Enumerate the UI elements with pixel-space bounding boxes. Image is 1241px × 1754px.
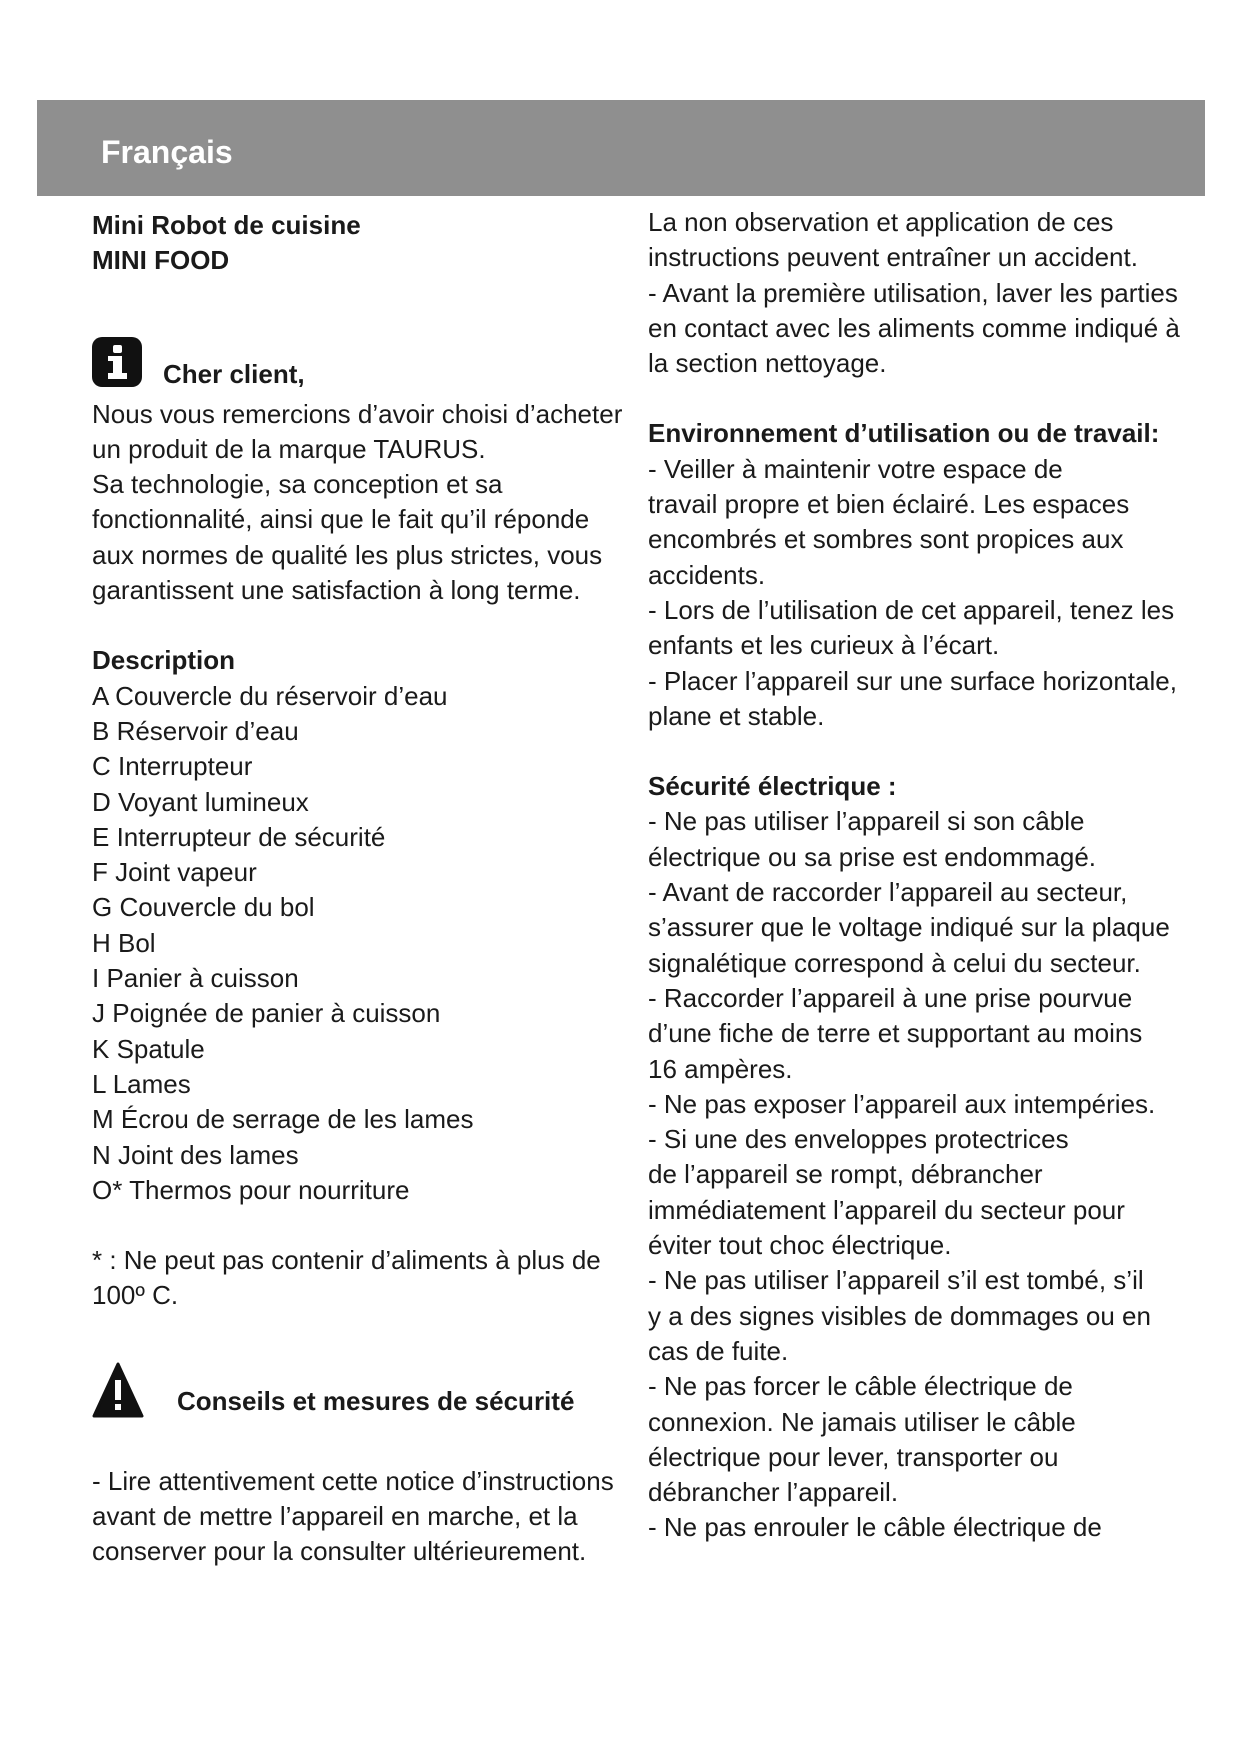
- electrical-line: - Ne pas exposer l’appareil aux intempéries.: [648, 1088, 1156, 1119]
- intro-line: fonctionnalité, ainsi que le fait qu’il réponde: [92, 504, 590, 535]
- electrical-line: cas de fuite.: [648, 1335, 789, 1366]
- environment-line: accidents.: [648, 559, 766, 590]
- electrical-title: Sécurité électrique :: [648, 771, 897, 802]
- environment-title: Environnement d’utilisation ou de travail:: [648, 418, 1160, 449]
- description-item: C Interrupteur: [92, 751, 253, 782]
- safety-line: avant de mettre l’appareil en marche, et la: [92, 1501, 578, 1532]
- electrical-line: y a des signes visibles de dommages ou en: [648, 1300, 1151, 1331]
- description-item: O* Thermos pour nourriture: [92, 1174, 410, 1205]
- electrical-line: - Ne pas utiliser l’appareil s’il est tombé, s’il: [648, 1265, 1144, 1296]
- right-intro-line: - Avant la première utilisation, laver les parties: [648, 277, 1178, 308]
- electrical-line: - Ne pas forcer le câble électrique de: [648, 1371, 1073, 1402]
- electrical-line: - Raccorder l’appareil à une prise pourvue: [648, 982, 1133, 1013]
- electrical-line: immédiatement l’appareil du secteur pour: [648, 1194, 1125, 1225]
- warning-icon: [92, 1362, 144, 1418]
- greeting-heading: Cher client,: [163, 358, 305, 389]
- language-title: Français: [101, 134, 233, 170]
- description-item: J Poignée de panier à cuisson: [92, 998, 441, 1029]
- footnote-line: 100º C.: [92, 1280, 179, 1311]
- electrical-line: 16 ampères.: [648, 1053, 793, 1084]
- description-list: [92, 679, 632, 1208]
- description-item: D Voyant lumineux: [92, 786, 309, 817]
- environment-paragraph: [648, 452, 1177, 734]
- environment-line: travail propre et bien éclairé. Les espaces: [648, 489, 1130, 520]
- left-column: [92, 208, 632, 1570]
- footnote: [92, 1243, 632, 1314]
- electrical-line: éviter tout choc électrique.: [648, 1230, 952, 1261]
- environment-line: plane et stable.: [648, 700, 825, 731]
- safety-heading-row: [92, 1362, 632, 1432]
- description-item: N Joint des lames: [92, 1139, 299, 1170]
- right-intro-line: en contact avec les aliments comme indiqué à: [648, 312, 1180, 343]
- product-name: Mini Robot de cuisine: [92, 210, 361, 240]
- description-item: K Spatule: [92, 1033, 205, 1064]
- description-title: Description: [92, 645, 236, 676]
- electrical-line: électrique pour lever, transporter ou: [648, 1441, 1059, 1472]
- electrical-line: signalétique correspond à celui du secteur.: [648, 947, 1141, 978]
- electrical-line: connexion. Ne jamais utiliser le câble: [648, 1406, 1076, 1437]
- footnote-line: * : Ne peut pas contenir d’aliments à plus de: [92, 1245, 601, 1276]
- greeting-row: [92, 337, 632, 397]
- electrical-line: d’une fiche de terre et supportant au moins: [648, 1018, 1143, 1049]
- description-item: E Interrupteur de sécurité: [92, 821, 386, 852]
- description-item: I Panier à cuisson: [92, 963, 299, 994]
- right-column: [648, 205, 1180, 1546]
- right-intro-paragraph: [648, 205, 1180, 381]
- electrical-line: de l’appareil se rompt, débrancher: [648, 1159, 1043, 1190]
- electrical-line: débrancher l’appareil.: [648, 1477, 899, 1508]
- description-item: F Joint vapeur: [92, 857, 257, 888]
- safety-line: conserver pour la consulter ultérieurement.: [92, 1536, 587, 1567]
- description-item: A Couvercle du réservoir d’eau: [92, 680, 448, 711]
- environment-line: - Placer l’appareil sur une surface horizontale,: [648, 665, 1177, 696]
- intro-paragraph: [92, 397, 632, 609]
- intro-line: Sa technologie, sa conception et sa: [92, 469, 503, 500]
- electrical-line: - Ne pas enrouler le câble électrique de: [648, 1512, 1102, 1543]
- safety-paragraph: [92, 1464, 632, 1570]
- right-intro-line: la section nettoyage.: [648, 348, 887, 379]
- electrical-line: - Avant de raccorder l’appareil au secteur,: [648, 877, 1128, 908]
- description-item: M Écrou de serrage de les lames: [92, 1104, 474, 1135]
- product-model: MINI FOOD: [92, 245, 230, 276]
- environment-line: - Veiller à maintenir votre espace de: [648, 453, 1063, 484]
- description-item: H Bol: [92, 927, 156, 958]
- electrical-line: - Ne pas utiliser l’appareil si son câble: [648, 806, 1085, 837]
- right-intro-line: instructions peuvent entraîner un accident.: [648, 242, 1138, 273]
- description-item: L Lames: [92, 1068, 191, 1099]
- electrical-line: - Si une des enveloppes protectrices: [648, 1124, 1069, 1155]
- electrical-line: électrique ou sa prise est endommagé.: [648, 841, 1097, 872]
- electrical-line: s’assurer que le voltage indiqué sur la plaque: [648, 912, 1170, 943]
- environment-line: encombrés et sombres sont propices aux: [648, 524, 1124, 555]
- safety-line: - Lire attentivement cette notice d’instructions: [92, 1465, 614, 1496]
- intro-line: un produit de la marque TAURUS.: [92, 433, 486, 464]
- right-intro-line: La non observation et application de ces: [648, 207, 1114, 237]
- description-item: G Couvercle du bol: [92, 892, 315, 923]
- environment-line: enfants et les curieux à l’écart.: [648, 630, 1000, 661]
- intro-line: Nous vous remercions d’avoir choisi d’acheter: [92, 398, 623, 429]
- environment-line: - Lors de l’utilisation de cet appareil, tenez les: [648, 594, 1175, 625]
- description-item: B Réservoir d’eau: [92, 715, 299, 746]
- language-banner: [37, 100, 1205, 196]
- intro-line: garantissent une satisfaction à long terme.: [92, 575, 581, 606]
- safety-title: Conseils et mesures de sécurité: [177, 1385, 575, 1416]
- electrical-paragraph: [648, 804, 1168, 1545]
- info-icon: [92, 337, 142, 387]
- intro-line: aux normes de qualité les plus strictes, vous: [92, 539, 603, 570]
